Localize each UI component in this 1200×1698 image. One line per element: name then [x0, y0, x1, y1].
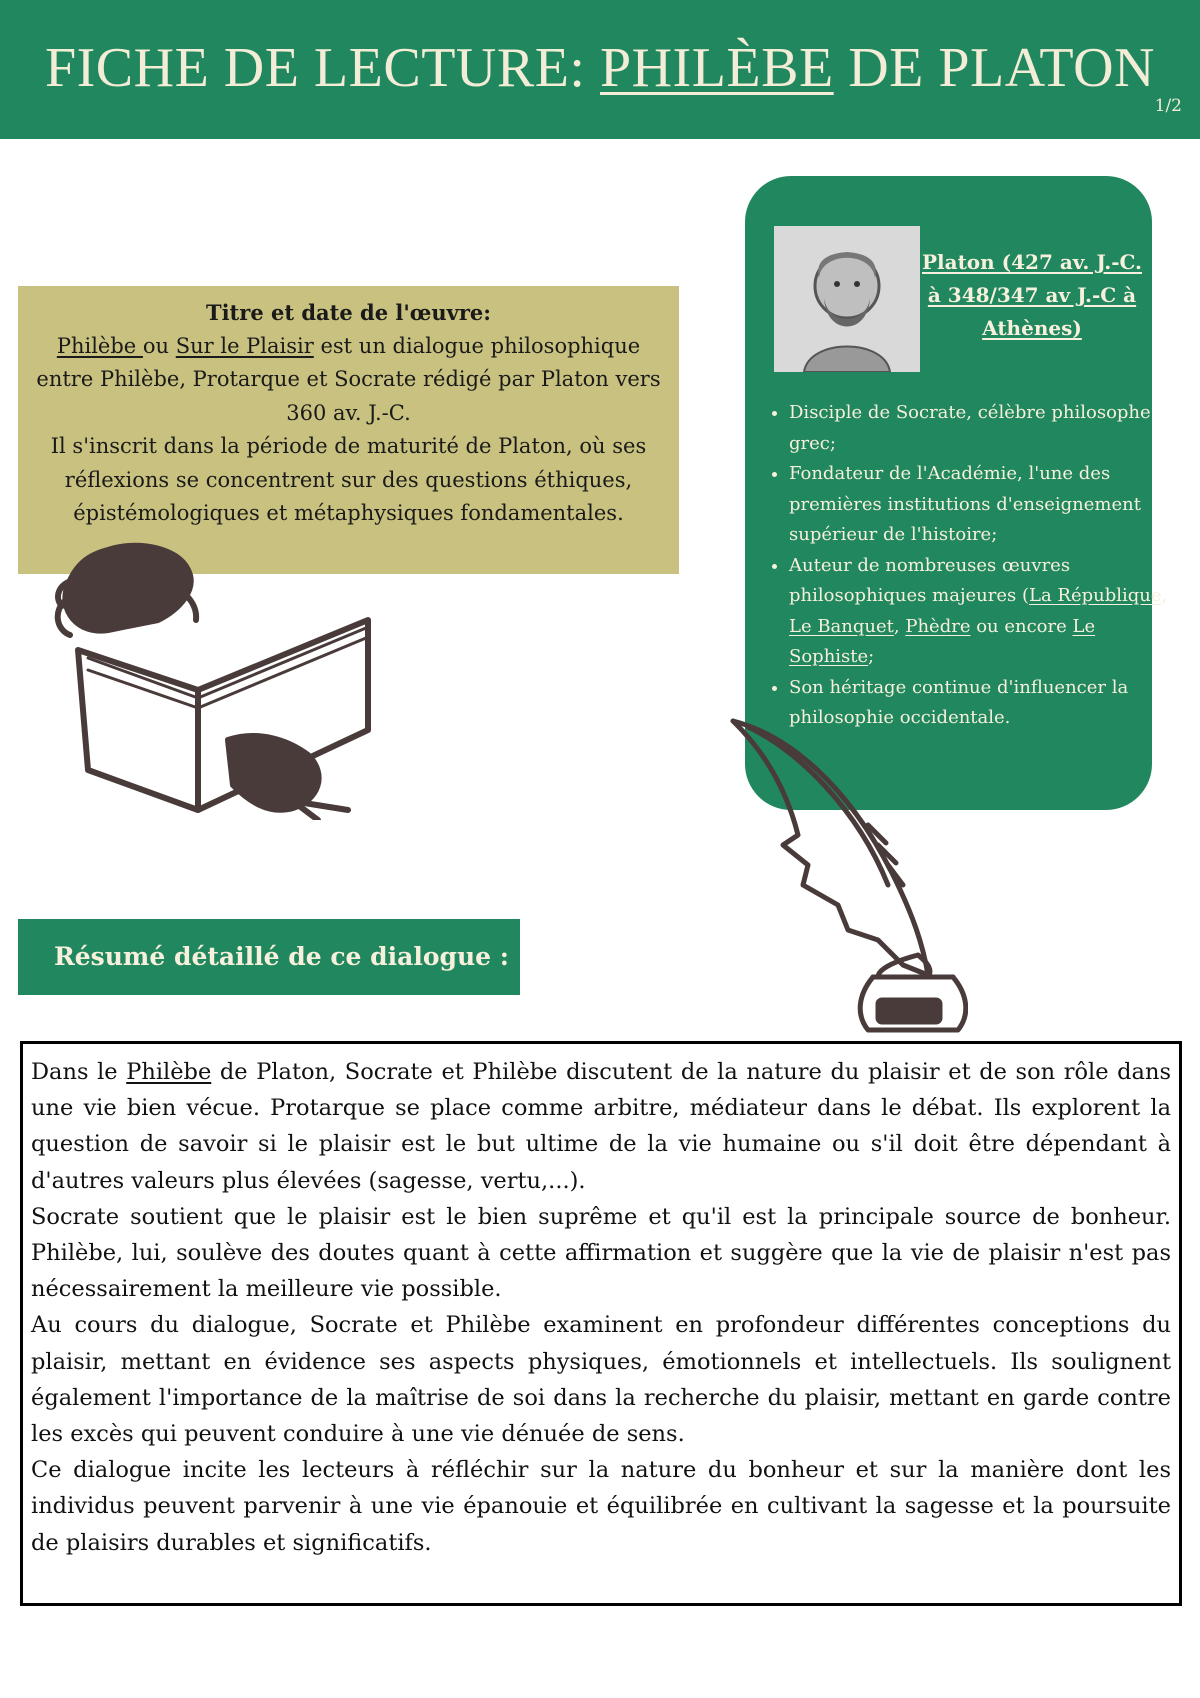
work-le-sophiste: Le Sophiste — [789, 615, 1096, 667]
author-fact-2: • Fondateur de l'Académie, l'une des premières institutions d'enseignement supérieur de l'histoire; — [789, 459, 1175, 551]
summary-paragraph-2: Socrate soutient que le plaisir est le bien suprême et qu'il est la principale source de bonheur. Philèbe, lui, soulève des doutes quant à cette affirmation et suggère que la vie de plaisir n'est pas nécessairement la meilleure vie possible. — [31, 1203, 1171, 1303]
fact3-sep1: , — [1161, 585, 1168, 606]
quill-and-inkwell-illustration — [728, 715, 968, 1045]
p1-rest: de Platon, Socrate et Philèbe discutent de la nature du plaisir et de son rôle dans une vie bien vécue. Protarque se place comme arbitre, médiateur dans le débat. Ils explorent la question de savoir si le plaisir est le but ultime de la vie humaine ou s'il doit être dépendant à d'autres valeurs plus élevées (sagesse, vertu,...). — [31, 1059, 1172, 1194]
fact3-suffix: ; — [868, 646, 875, 667]
plato-bust-portrait — [774, 226, 920, 372]
work-name: Philèbe — [56, 333, 143, 358]
author-name-text: Platon (427 av. J.-C. à 348/347 av J.-C à Athènes) — [921, 250, 1143, 340]
fact3-sep3: ou encore — [970, 615, 1073, 637]
alt-title: Sur le Plaisir — [175, 333, 314, 358]
page-title — [0, 36, 1200, 100]
resume-heading: Résumé détaillé de ce dialogue : — [18, 919, 520, 995]
fact3-sep2: , — [893, 615, 906, 637]
author-name — [917, 246, 1147, 345]
author-facts-list — [759, 398, 1175, 734]
hands-holding-book-illustration — [48, 540, 378, 820]
title-box-sentence2: Il s'inscrit dans la période de maturité de Platon, où ses réflexions se concentrent sur des questions éthiques, épistémologiques et métaphysiques fondamentales. — [50, 434, 647, 525]
portrait-drawing — [774, 226, 920, 372]
title-prefix: FICHE DE LECTURE: — [44, 37, 600, 99]
p1-work: Philèbe — [126, 1059, 212, 1085]
title-box-body — [34, 330, 663, 431]
connector: ou — [142, 333, 176, 358]
title-work: PHILÈBE — [599, 37, 834, 99]
author-fact-3 — [789, 551, 1175, 673]
page-number: 1/2 — [1154, 96, 1182, 116]
title-date-box — [18, 286, 679, 574]
fact3-prefix: Auteur de nombreuses œuvres philosophiques majeures ( — [789, 554, 1071, 606]
work-la-republique: La République — [1029, 585, 1162, 606]
work-phedre: Phèdre — [905, 615, 971, 637]
work-le-banquet: Le Banquet — [789, 615, 894, 637]
summary-box — [20, 1041, 1182, 1606]
summary-paragraph-1 — [31, 1054, 1171, 1199]
summary-paragraph-4: Ce dialogue incite les lecteurs à réfléchir sur la nature du bonheur et sur la manière dont les individus peuvent parvenir à une vie épanouie et équilibrée en cultivant la sagesse et la poursuite de plaisirs durables et significatifs. — [31, 1457, 1171, 1556]
header-banner — [0, 0, 1200, 139]
title-suffix: DE PLATON — [833, 37, 1155, 99]
title-box-sentence1: est un dialogue philosophique entre Philèbe, Protarque et Socrate rédigé par Platon vers 360 av. J.-C. — [36, 333, 661, 425]
author-fact-1: • Disciple de Socrate, célèbre philosophe grec; — [789, 398, 1175, 459]
title-box-heading: Titre et date de l'œuvre: — [205, 300, 492, 325]
author-fact-4: • Son héritage continue d'influencer la philosophie occidentale. — [789, 673, 1175, 734]
p1-prefix: Dans le — [31, 1059, 127, 1085]
summary-paragraph-3: Au cours du dialogue, Socrate et Philèbe examinent en profondeur différentes conceptions du plaisir, mettant en évidence ses aspects physiques, émotionnels et intellectuels. Ils soulignent également l'importance de la maîtrise de soi dans la recherche du plaisir, mettant en garde contre les excès qui peuvent conduire à une vie dénuée de sens. — [31, 1312, 1171, 1448]
